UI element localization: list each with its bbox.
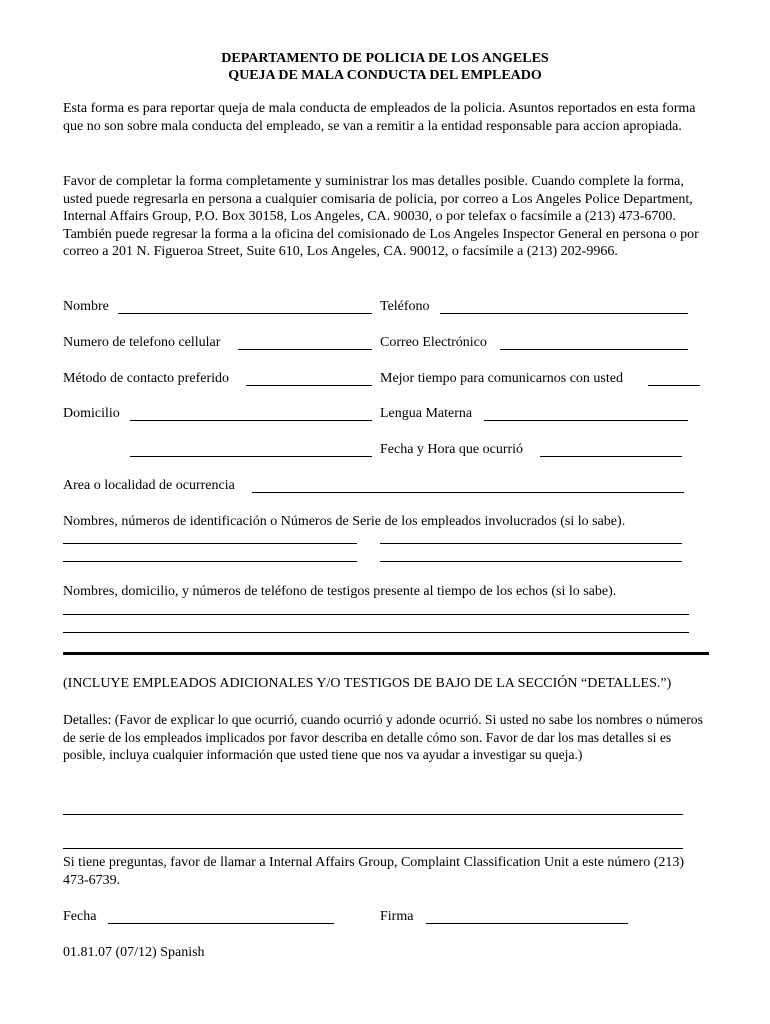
nombre-label: Nombre [63, 299, 109, 314]
questions-paragraph: Si tiene preguntas, favor de llamar a Internal Affairs Group, Complaint Classification Unit a este número (213) 473-6739. [63, 855, 685, 888]
form-code: 01.81.07 (07/12) Spanish [63, 945, 205, 960]
testigos-input-1[interactable] [63, 597, 689, 614]
area-underline [252, 492, 684, 493]
detalles-underline-1 [63, 814, 683, 815]
fecha-label: Fecha [63, 909, 97, 924]
empleados-underline-4 [380, 561, 682, 562]
detalles-input-2[interactable] [63, 831, 683, 848]
area-input[interactable] [252, 475, 684, 492]
purpose-paragraph: Esta forma es para reportar queja de mala conducta de empleados de la policia. Asuntos reportados en esta forma que no son sobre mala conducta del empleado, se van a remitir a la entidad responsable para accion apropiada. [63, 101, 696, 134]
domicilio-underline [130, 420, 372, 421]
fecha-underline [108, 923, 334, 924]
correo-input[interactable] [500, 332, 688, 349]
domicilio-input[interactable] [130, 403, 372, 420]
correo-label: Correo Electrónico [380, 335, 487, 350]
empleados-input-3[interactable] [63, 544, 357, 561]
empleados-input-1[interactable] [63, 526, 357, 543]
metodo-input[interactable] [246, 368, 372, 385]
domicilio-continued-underline [130, 456, 372, 457]
instructions-paragraph: Favor de completar la forma completamente y suministrar los mas detalles posible. Cuando complete la forma, usted puede regresarla en persona a cualquier comisaria de policia, por correo a Los Angeles Police Department, Internal Affairs Group, P.O. Box 30158, Los Angeles, CA. 90030, o por telefax o facsímile a (213) 473-6700. También puede regresar la forma a la oficina del comisionado de Los Angeles Inspector General en persona o por correo a 201 N. Figueroa Street, Suite 610, Los Angeles, CA. 90012, o facsímile a (213) 202-9966. [63, 174, 699, 259]
firma-label: Firma [380, 909, 414, 924]
telefono-underline [440, 313, 688, 314]
telefono-input[interactable] [440, 296, 688, 313]
metodo-underline [246, 385, 372, 386]
detalles-underline-2 [63, 848, 683, 849]
form-title-complaint: QUEJA DE MALA CONDUCTA DEL EMPLEADO [228, 68, 542, 83]
domicilio-continued-input[interactable] [130, 439, 372, 456]
testigos-underline-2 [63, 632, 689, 633]
detalles-paragraph: Detalles: (Favor de explicar lo que ocurrió, cuando ocurrió y adonde ocurrió. Si usted no sabe los nombres o números de serie de los empleados implicados por favor describa en detalle cómo son. Favor de dar los mas detalles si es posible, incluya cualquier información que usted tiene que nos va ayudar a investigar su queja.) [63, 712, 703, 762]
cellular-input[interactable] [238, 332, 372, 349]
empleados-input-2[interactable] [380, 526, 682, 543]
testigos-label: Nombres, domicilio, y números de teléfono de testigos presente al tiempo de los echos (si lo sabe). [63, 584, 617, 599]
testigos-input-2[interactable] [63, 615, 689, 632]
mejor-tiempo-label: Mejor tiempo para comunicarnos con usted [380, 371, 623, 386]
section-divider [63, 652, 709, 655]
form-title-department: DEPARTAMENTO DE POLICIA DE LOS ANGELES [221, 51, 549, 66]
fecha-input[interactable] [108, 906, 334, 923]
area-label: Area o localidad de ocurrencia [63, 478, 235, 493]
firma-input[interactable] [426, 906, 628, 923]
nombre-underline [118, 313, 372, 314]
empleados-underline-3 [63, 561, 357, 562]
detalles-input-1[interactable] [63, 797, 683, 814]
empleados-input-4[interactable] [380, 544, 682, 561]
mejor-tiempo-underline [648, 385, 700, 386]
fecha-hora-label: Fecha y Hora que ocurrió [380, 442, 524, 457]
firma-underline [426, 923, 628, 924]
cellular-label: Numero de telefono cellular [63, 335, 221, 350]
mejor-tiempo-input[interactable] [648, 368, 700, 385]
lengua-input[interactable] [484, 403, 688, 420]
correo-underline [500, 349, 688, 350]
metodo-label: Método de contacto preferido [63, 371, 229, 386]
nombre-input[interactable] [118, 296, 372, 313]
empleados-label: Nombres, números de identificación o Números de Serie de los empleados involucrados (si lo sabe). [63, 514, 626, 529]
fecha-hora-underline [540, 456, 682, 457]
lengua-underline [484, 420, 688, 421]
include-note: (INCLUYE EMPLEADOS ADICIONALES Y/O TESTIGOS DE BAJO DE LA SECCIÓN “DETALLES.”) [63, 676, 672, 691]
domicilio-label: Domicilio [63, 406, 120, 421]
fecha-hora-input[interactable] [540, 439, 682, 456]
cellular-underline [238, 349, 372, 350]
telefono-label: Teléfono [380, 299, 430, 314]
lengua-label: Lengua Materna [380, 406, 473, 421]
